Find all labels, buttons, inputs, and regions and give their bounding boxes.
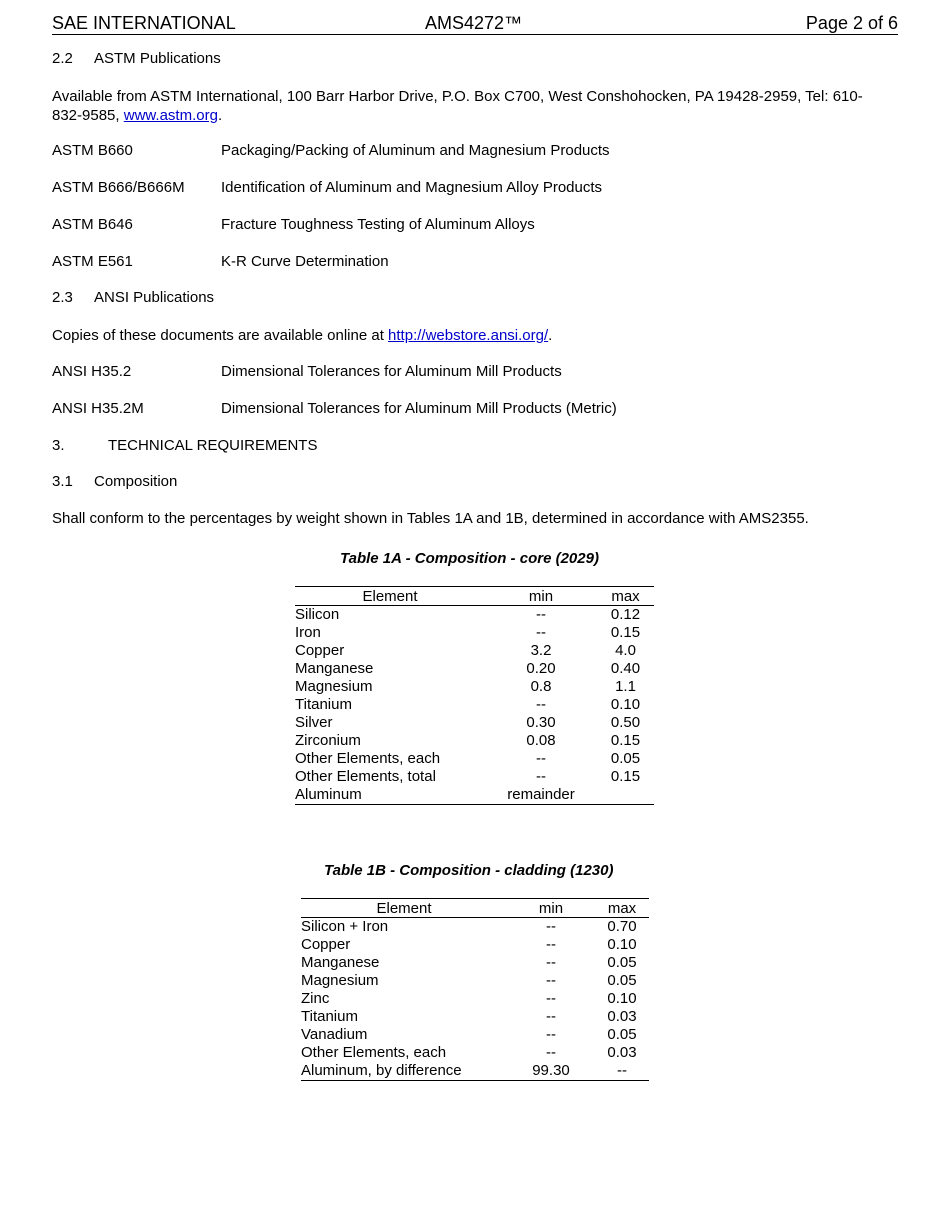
- table-1b-row: [301, 1062, 649, 1081]
- table-1b-cell-element: Titanium: [301, 1008, 358, 1025]
- table-1b-cell-max: --: [595, 1062, 649, 1081]
- table-1a-cell-element: Titanium: [295, 696, 352, 713]
- ref-title-astm-b660: Packaging/Packing of Aluminum and Magnesium Products: [221, 142, 610, 159]
- table-1a-cell-min: --: [536, 606, 546, 623]
- section-3-number: 3.: [52, 437, 65, 454]
- table-1a-row: [295, 678, 654, 696]
- table-1a-header-max: max: [597, 587, 654, 606]
- ref-code-astm-e561: ASTM E561: [52, 253, 133, 270]
- table-1a-row: [295, 642, 654, 660]
- table-1a-row: [295, 606, 654, 625]
- table-1b-cell-max: 0.05: [607, 954, 637, 971]
- table-1b-cell-min: --: [546, 1008, 556, 1025]
- table-1a-cell-max: 0.15: [610, 732, 641, 749]
- table-1a-header-min: min: [485, 587, 597, 606]
- ref-code-ansi-h35-2m: ANSI H35.2M: [52, 400, 144, 417]
- ref-title-astm-b666: Identification of Aluminum and Magnesium Alloy Products: [221, 179, 603, 196]
- table-1b-row: [301, 954, 649, 972]
- table-1a-cell-element: Aluminum: [295, 786, 485, 805]
- ansi-availability-text: Copies of these documents are available online at: [52, 327, 389, 344]
- table-1a-row: [295, 768, 654, 786]
- table-1a-cell-max: [597, 786, 654, 805]
- table-1a-cell-max: 1.1: [615, 678, 636, 695]
- table-1b-row: [301, 1044, 649, 1062]
- table-1b-cell-max: 0.05: [607, 972, 637, 989]
- ansi-link-period: .: [548, 327, 553, 344]
- table-1a-cell-max: 0.12: [610, 606, 641, 623]
- table-1a-header-element: Element: [295, 587, 485, 606]
- table-1a-cell-element: Silicon: [295, 606, 340, 623]
- ref-title-ansi-h35-2: Dimensional Tolerances for Aluminum Mill Products: [221, 363, 562, 380]
- table-1b-row: [301, 1008, 649, 1026]
- table-1b-header-min: min: [507, 899, 595, 918]
- ansi-availability-paragraph: [52, 326, 902, 345]
- table-1a: [295, 586, 654, 805]
- table-1b-cell-max: 0.10: [607, 990, 637, 1007]
- page-header: [52, 12, 898, 35]
- table-1a-cell-max: 0.05: [610, 750, 641, 767]
- table-1b-cell-element: Zinc: [301, 990, 330, 1007]
- table-1b-header-max: max: [595, 899, 649, 918]
- composition-paragraph: Shall conform to the percentages by weight shown in Tables 1A and 1B, determined in accordance with AMS2355.: [52, 510, 809, 527]
- table-1a-cell-max: 0.50: [610, 714, 641, 731]
- table-1b-cell-element: Vanadium: [301, 1026, 368, 1043]
- table-1b-cell-min: --: [546, 954, 556, 971]
- table-1a-cell-max: 0.15: [610, 768, 641, 785]
- ref-code-astm-b660: ASTM B660: [52, 142, 133, 159]
- table-1b-cell-element: Magnesium: [301, 972, 379, 989]
- section-3-title: TECHNICAL REQUIREMENTS: [108, 437, 318, 454]
- table-1b-row: [301, 1026, 649, 1044]
- table-1a-cell-min: 0.08: [526, 732, 556, 749]
- table-1a-cell-min: 0.30: [526, 714, 556, 731]
- table-1a-cell-max: 0.15: [610, 624, 641, 641]
- section-2-2-number: 2.2: [52, 50, 73, 67]
- table-1b-row: [301, 936, 649, 954]
- table-1b-cell-element: Other Elements, each: [301, 1044, 447, 1061]
- table-1b-cell-max: 0.03: [607, 1008, 637, 1025]
- astm-availability-text-cont: 832-9585,: [52, 107, 124, 124]
- table-1a-cell-element: Other Elements, each: [295, 750, 441, 767]
- table-1b-header-element: Element: [301, 899, 507, 918]
- ref-title-ansi-h35-2m: Dimensional Tolerances for Aluminum Mill Products (Metric): [221, 400, 617, 417]
- table-1a-cell-max: 4.0: [615, 642, 636, 659]
- header-org: SAE INTERNATIONAL: [52, 13, 236, 33]
- table-1b-cell-min: --: [546, 1026, 556, 1043]
- section-2-3-number: 2.3: [52, 289, 73, 306]
- section-2-3-title: ANSI Publications: [94, 289, 215, 306]
- ref-title-astm-e561: K-R Curve Determination: [221, 253, 389, 270]
- table-1b-cell-max: 0.10: [607, 936, 637, 953]
- table-1a-row: [295, 714, 654, 732]
- table-1a-row: [295, 750, 654, 768]
- table-1a-cell-max: 0.40: [610, 660, 641, 677]
- table-1b-cell-min: --: [546, 1044, 556, 1061]
- table-1a-cell-min: --: [536, 750, 546, 767]
- header-doc-id: AMS4272™: [425, 13, 523, 33]
- table-1a-cell-min: 0.8: [530, 678, 552, 695]
- table-1b-cell-min: --: [546, 972, 556, 989]
- table-1b-cell-min: --: [546, 990, 556, 1007]
- astm-website-link[interactable]: www.astm.org: [123, 107, 218, 124]
- ref-code-astm-b646: ASTM B646: [52, 216, 133, 233]
- header-page-number: Page 2 of 6: [805, 13, 898, 33]
- astm-availability-paragraph: [52, 87, 902, 125]
- table-1b-row: [301, 972, 649, 990]
- astm-link-period: .: [217, 107, 223, 124]
- table-1a-row: [295, 624, 654, 642]
- ref-title-astm-b646: Fracture Toughness Testing of Aluminum Alloys: [221, 216, 535, 233]
- table-1b-header-row: [301, 899, 649, 918]
- table-1a-cell-min: remainder: [485, 786, 597, 805]
- table-1a-cell-min: 0.20: [526, 660, 556, 677]
- table-1b-cell-max: 0.03: [607, 1044, 637, 1061]
- table-1a-cell-max: 0.10: [610, 696, 641, 713]
- section-3-1-number: 3.1: [52, 473, 73, 490]
- table-1a-caption: Table 1A - Composition - core (2029): [340, 550, 599, 567]
- table-1a-cell-element: Silver: [295, 714, 333, 731]
- table-1a-cell-min: 3.2: [530, 642, 552, 659]
- table-1b-row: [301, 990, 649, 1008]
- table-1b-row: [301, 918, 649, 937]
- table-1a-cell-min: --: [536, 768, 546, 785]
- astm-availability-text: Available from ASTM International, 100 Barr Harbor Drive, P.O. Box C700, West Conshohocken, PA 19428-2959, Tel: 610-: [52, 88, 863, 105]
- table-1b-cell-max: 0.70: [607, 918, 637, 935]
- table-1a-row: [295, 732, 654, 750]
- ref-code-astm-b666: ASTM B666/B666M: [52, 179, 185, 196]
- table-1a-header-row: [295, 587, 654, 606]
- table-1a-row: [295, 786, 654, 805]
- table-1a-cell-element: Manganese: [295, 660, 374, 677]
- table-1b-cell-element: Copper: [301, 936, 351, 953]
- table-1b-cell-element: Aluminum, by difference: [301, 1062, 507, 1081]
- table-1a-row: [295, 660, 654, 678]
- table-1b: [301, 898, 649, 1081]
- table-1a-cell-element: Magnesium: [295, 678, 373, 695]
- table-1a-cell-min: --: [536, 696, 546, 713]
- section-3-1-title: Composition: [94, 473, 178, 490]
- table-1a-cell-element: Zirconium: [295, 732, 361, 749]
- table-1a-row: [295, 696, 654, 714]
- table-1a-cell-element: Iron: [295, 624, 321, 641]
- table-1b-cell-min: --: [546, 918, 556, 935]
- ansi-webstore-link[interactable]: http://webstore.ansi.org/: [388, 327, 549, 344]
- ref-code-ansi-h35-2: ANSI H35.2: [52, 363, 132, 380]
- table-1a-cell-element: Other Elements, total: [295, 768, 436, 785]
- table-1a-cell-element: Copper: [295, 642, 345, 659]
- section-2-2-title: ASTM Publications: [94, 50, 221, 67]
- table-1b-caption: Table 1B - Composition - cladding (1230): [324, 862, 614, 879]
- table-1b-cell-max: 0.05: [607, 1026, 637, 1043]
- table-1b-cell-element: Silicon + Iron: [301, 918, 389, 935]
- table-1b-cell-element: Manganese: [301, 954, 380, 971]
- table-1a-cell-min: --: [536, 624, 546, 641]
- table-1b-cell-min: --: [546, 936, 556, 953]
- table-1b-cell-min: 99.30: [507, 1062, 595, 1081]
